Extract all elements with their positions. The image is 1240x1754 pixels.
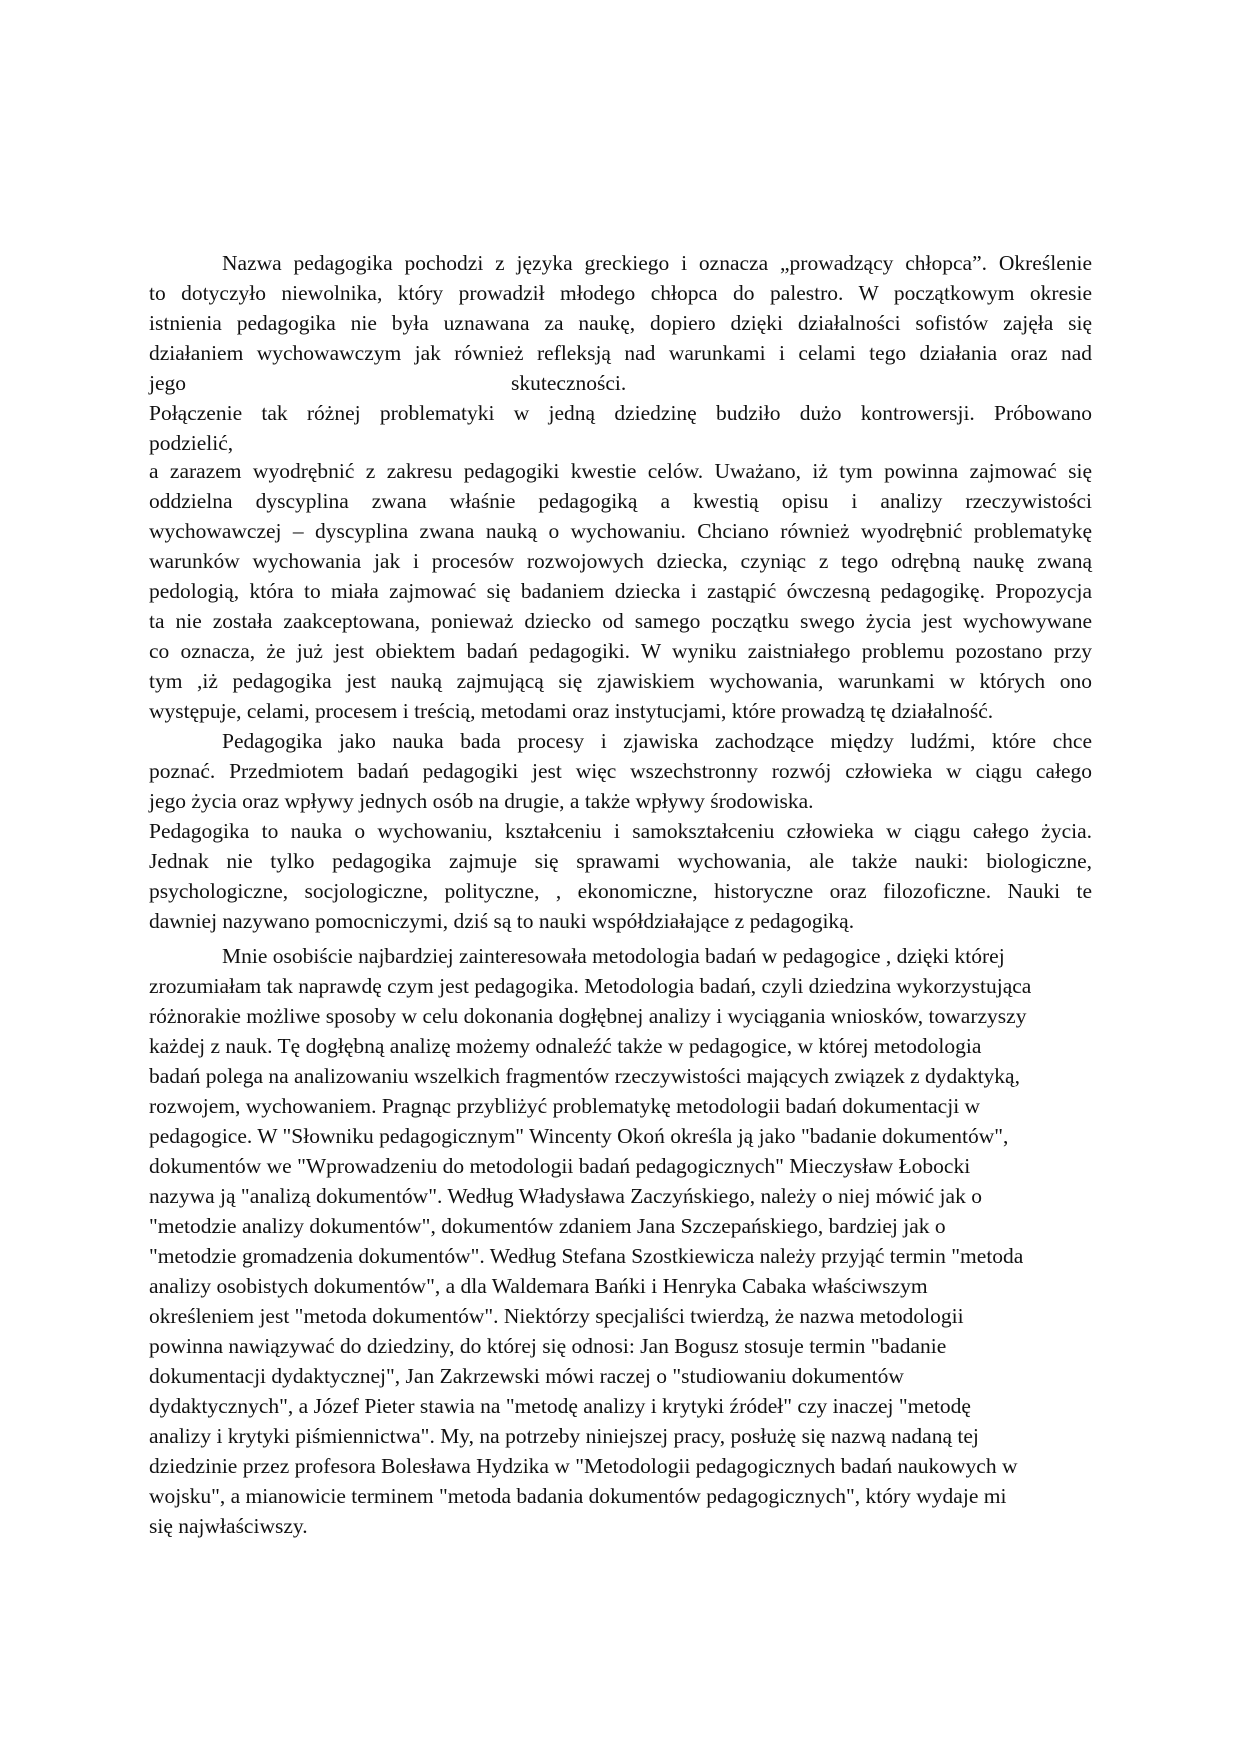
text-line: to dotyczyło niewolnika, który prowadził młodego chłopca do palestro. W początkowym okresie (149, 281, 1092, 305)
text-line: każdej z nauk. Tę dogłębną analizę możemy odnaleźć także w pedagogice, w której metodologia (149, 1034, 982, 1058)
text-line: Mnie osobiście najbardziej zainteresowała metodologia badań w pedagogice , dzięki której (222, 944, 1005, 968)
text-line: Pedagogika jako nauka bada procesy i zjawiska zachodzące między ludźmi, które chce (222, 729, 1092, 753)
text-line: Połączenie tak różnej problematyki w jedną dziedzinę budziło dużo kontrowersji. Próbowano (149, 401, 1092, 425)
text-line: tym ,iż pedagogika jest nauką zajmującą się zjawiskiem wychowania, warunkami w których ono (149, 669, 1092, 693)
text-line: a zarazem wyodrębnić z zakresu pedagogiki kwestie celów. Uważano, iż tym powinna zajmować się (149, 459, 1092, 483)
text-line: Nazwa pedagogika pochodzi z języka greckiego i oznacza „prowadzący chłopca”. Określenie (222, 251, 1092, 275)
text-line: dokumentacji dydaktycznej", Jan Zakrzewski mówi raczej o "studiowaniu dokumentów (149, 1364, 904, 1388)
text-line: się najwłaściwszy. (149, 1514, 308, 1538)
text-line: zrozumiałam tak naprawdę czym jest pedagogika. Metodologia badań, czyli dziedzina wykorzystująca (149, 974, 1032, 998)
text-line: wojsku", a mianowicie terminem "metoda badania dokumentów pedagogicznych", który wydaje mi (149, 1484, 1007, 1508)
text-line: dokumentów we "Wprowadzeniu do metodologii badań pedagogicznych" Mieczysław Łobocki (149, 1154, 971, 1178)
text-line: analizy i krytyki piśmiennictwa". My, na potrzeby niniejszej pracy, posłużę się nazwą nadaną tej (149, 1424, 979, 1448)
text-line: Pedagogika to nauka o wychowaniu, kształceniu i samokształceniu człowieka w ciągu całego życia. (149, 819, 1092, 843)
text-line: rozwojem, wychowaniem. Pragnąc przybliżyć problematykę metodologii badań dokumentacji w (149, 1094, 981, 1118)
text-line: oddzielna dyscyplina zwana właśnie pedagogiką a kwestią opisu i analizy rzeczywistości (149, 489, 1092, 513)
text-line: poznać. Przedmiotem badań pedagogiki jest więc wszechstronny rozwój człowieka w ciągu całego (149, 759, 1092, 783)
text-block-main (149, 456, 1092, 936)
text-line: badań polega na analizowaniu wszelkich fragmentów rzeczywistości mających związek z dydaktyką, (149, 1064, 1020, 1088)
text-line: wychowawczej – dyscyplina zwana nauką o wychowaniu. Chciano również wyodrębnić problematykę (149, 519, 1092, 543)
text-line: występuje, celami, procesem i treścią, metodami oraz instytucjami, które prowadzą tę działalność. (149, 699, 994, 723)
text-line: określeniem jest "metoda dokumentów". Niektórzy specjaliści twierdzą, że nazwa metodologii (149, 1304, 964, 1328)
text-line: jego skuteczności. (149, 371, 627, 395)
text-line: pedagogice. W "Słowniku pedagogicznym" Wincenty Okoń określa ją jako "badanie dokumentów", (149, 1124, 1009, 1148)
text-line: "metodzie analizy dokumentów", dokumentów zdaniem Jana Szczepańskiego, bardziej jak o (149, 1214, 946, 1238)
text-line: jego życia oraz wpływy jednych osób na drugie, a także wpływy środowiska. (149, 789, 814, 813)
text-line: istnienia pedagogika nie była uznawana za naukę, dopiero dzięki działalności sofistów zajęła się (149, 311, 1092, 335)
text-line: "metodzie gromadzenia dokumentów". Według Stefana Szostkiewicza należy przyjąć termin "metoda (149, 1244, 1024, 1268)
text-line: psychologiczne, socjologiczne, polityczne, , ekonomiczne, historyczne oraz filozoficzne. Nauki te (149, 879, 1092, 903)
text-block-methodology (149, 941, 1092, 1541)
text-line: dziedzinie przez profesora Bolesława Hydzika w "Metodologii pedagogicznych badań naukowych w (149, 1454, 1018, 1478)
text-line: warunków wychowania jak i procesów rozwojowych dziecka, czyniąc z tego odrębną naukę zwaną (149, 549, 1092, 573)
text-line: dawniej nazywano pomocniczymi, dziś są to nauki współdziałające z pedagogiką. (149, 909, 855, 933)
text-line: Jednak nie tylko pedagogika zajmuje się sprawami wychowania, ale także nauki: biologiczne, (149, 849, 1092, 873)
text-line: różnorakie możliwe sposoby w celu dokonania dogłębnej analizy i wyciągania wniosków, towarzyszy (149, 1004, 1027, 1028)
text-line: ta nie została zaakceptowana, ponieważ dziecko od samego początku swego życia jest wychowywane (149, 609, 1092, 633)
text-line: podzielić, (149, 431, 234, 455)
text-block-intro (149, 248, 1092, 458)
text-line: nazywa ją "analizą dokumentów". Według Władysława Zaczyńskiego, należy o niej mówić jak o (149, 1184, 982, 1208)
text-line: co oznacza, że już jest obiektem badań pedagogiki. W wyniku zaistniałego problemu pozostano przy (149, 639, 1092, 663)
text-line: analizy osobistych dokumentów", a dla Waldemara Bańki i Henryka Cabaka właściwszym (149, 1274, 928, 1298)
text-line: działaniem wychowawczym jak również refleksją nad warunkami i celami tego działania oraz nad (149, 341, 1092, 365)
text-line: dydaktycznych", a Józef Pieter stawia na "metodę analizy i krytyki źródeł" czy inaczej "metodę (149, 1394, 971, 1418)
text-line: powinna nawiązywać do dziedziny, do której się odnosi: Jan Bogusz stosuje termin "badanie (149, 1334, 947, 1358)
text-line: pedologią, która to miała zajmować się badaniem dziecka i zastąpić ówczesną pedagogikę. Propozycja (149, 579, 1092, 603)
